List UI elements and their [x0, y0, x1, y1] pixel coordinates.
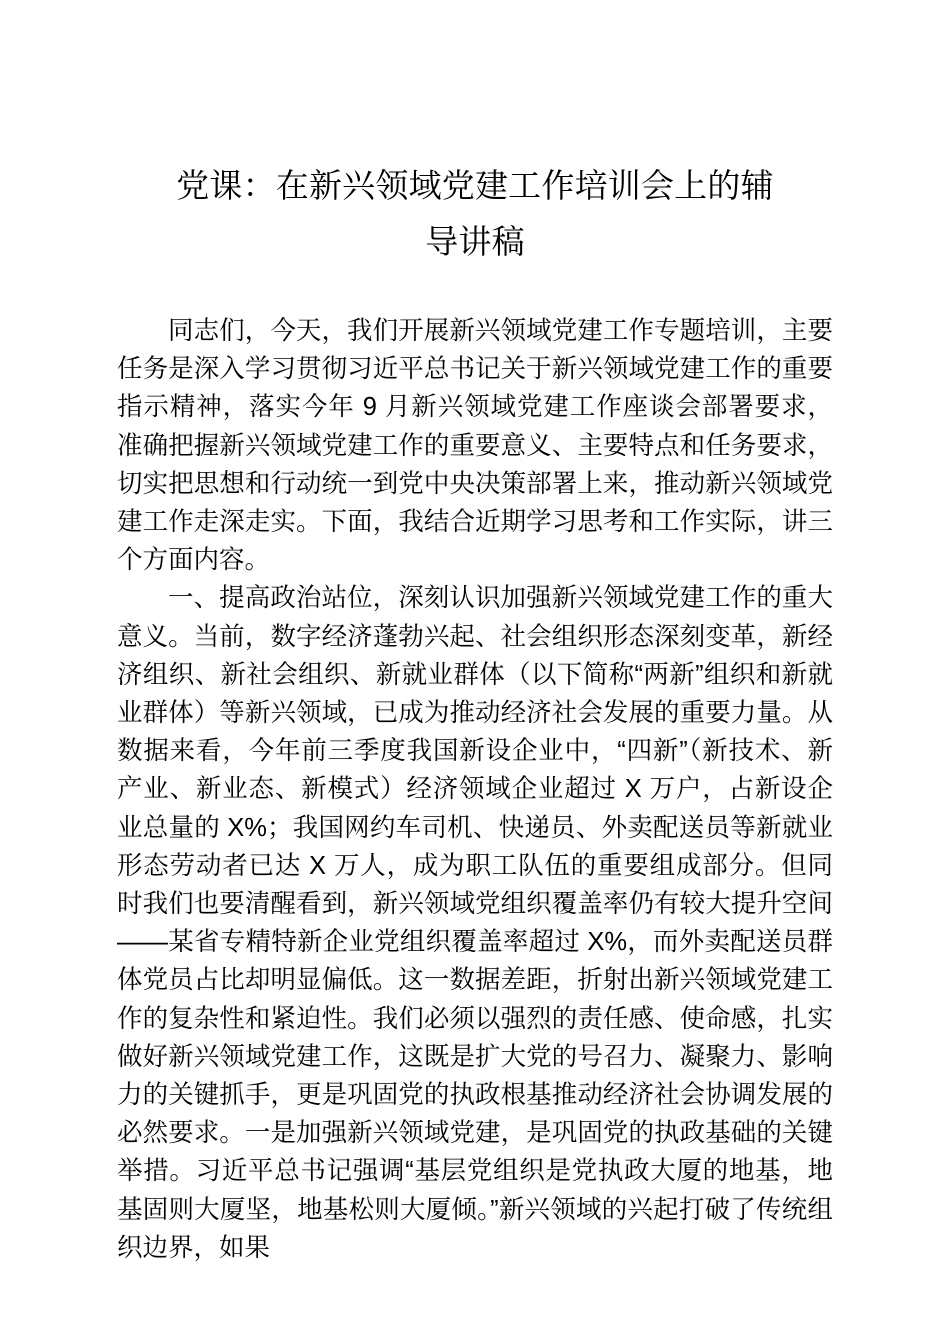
document-body [117, 0, 833, 1267]
paragraph-opening: 同志们，今天，我们开展新兴领域党建工作专题培训，主要任务是深入学习贯彻习近平总书记关于新兴领域党建工作的重要指示精神，落实今年 9 月新兴领域党建工作座谈会部署要求，准确把握新兴领域党建工作的重要意义、主要特点和任务要求，切实把思想和行动统一到党中央决策部署上来，推动新兴领域党建工作走深走实。下面，我结合近期学习思考和工作实际，讲三个方面内容。 [117, 317, 833, 575]
document-text-block [117, 312, 833, 1267]
paragraph-section-one: 一、提高政治站位，深刻认识加强新兴领域党建工作的重大意义。当前，数字经济蓬勃兴起、社会组织形态深刻变革，新经济组织、新社会组织、新就业群体（以下简称“两新”组织和新就业群体）等新兴领域，已成为推动经济社会发展的重要力量。从数据来看，今年前三季度我国新设企业中，“四新”（新技术、新产业、新业态、新模式）经济领域企业超过 X 万户，占新设企业总量的 X%；我国网约车司机、快递员、外卖配送员等新就业形态劳动者已达 X 万人，成为职工队伍的重要组成部分。但同时我们也要清醒看到，新兴领域党组织覆盖率仍有较大提升空间——某省专精特新企业党组织覆盖率超过 X%，而外卖配送员群体党员占比却明显偏低。这一数据差距，折射出新兴领域党建工作的复杂性和紧迫性。我们必须以强烈的责任感、使命感，扎实做好新兴领域党建工作，这既是扩大党的号召力、凝聚力、影响力的关键抓手，更是巩固党的执政根基推动经济社会协调发展的必然要求。一是加强新兴领域党建，是巩固党的执政基础的关键举措。习近平总书记强调“基层党组织是党执政大厦的地基，地基固则大厦坚，地基松则大厦倾。”新兴领域的兴起打破了传统组织边界，如果 [117, 584, 833, 1262]
page-title-line-1: 党课：在新兴领域党建工作培训会上的辅 [176, 167, 774, 204]
page-title [117, 0, 833, 270]
page-title-line-2: 导讲稿 [425, 223, 525, 260]
